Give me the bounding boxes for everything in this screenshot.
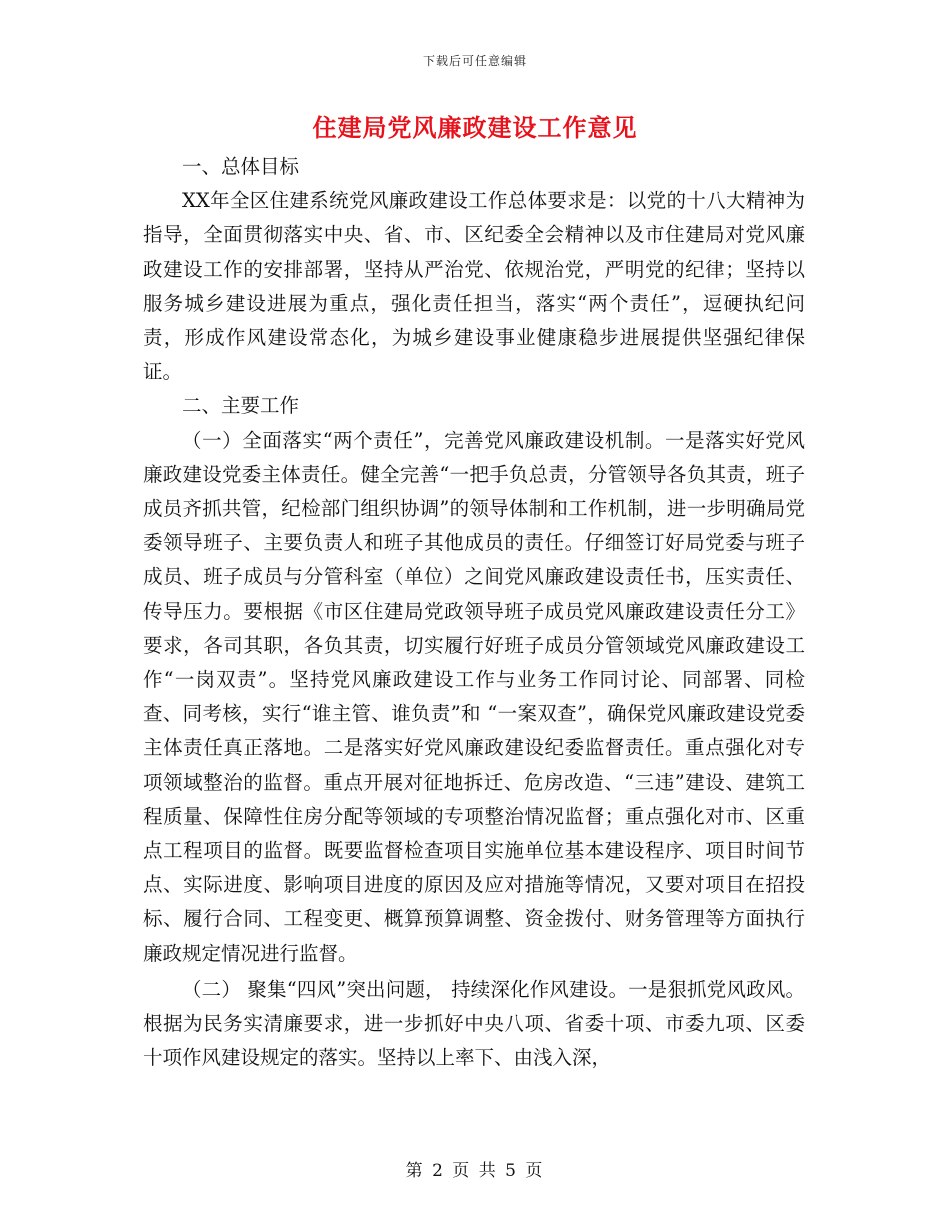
- document-title: 住建局党风廉政建设工作意见: [312, 113, 638, 142]
- document-body: [143, 150, 805, 1075]
- section2-heading: 二、主要工作: [182, 394, 300, 418]
- section2-item2-paragraph: （二） 聚集“四风”突出问题， 持续深化作风建设。一是狠抓党风政风。根据为民务实清廉要求，进一步抓好中央八项、省委十项、市委九项、区委十项作风建设规定的落实。坚持以上率下、由浅入深，: [143, 977, 805, 1070]
- page-number: 第 2 页 共 5 页: [405, 1161, 545, 1181]
- header-note: 下载后可任意编辑: [422, 54, 527, 68]
- section2-item1-paragraph: （一）全面落实“两个责任”，完善党风廉政建设机制。一是落实好党风廉政建设党委主体责任。健全完善“一把手负总责，分管领导各负其责，班子成员齐抓共管，纪检部门组织协调”的领导体制和工作机制，进一步明确局党委领导班子、主要负责人和班子其他成员的责任。仔细签订好局党委与班子成员、班子成员与分管科室（单位）之间党风廉政建设责任书，压实责任、传导压力。要根据《市区住建局党政领导班子成员党风廉政建设责任分工》要求，各司其职，各负其责，切实履行好班子成员分管领域党风廉政建设工作“一岗双责”。坚持党风廉政建设工作与业务工作同讨论、同部署、同检查、同考核，实行“谁主管、谁负责”和 “一案双查”，确保党风廉政建设党委主体责任真正落地。二是落实好党风廉政建设纪委监督责任。重点强化对专项领域整治的监督。重点开展对征地拆迁、危房改造、“三违”建设、建筑工程质量、保障性住房分配等领域的专项整治情况监督；重点强化对市、区重点工程项目的监督。既要监督检查项目实施单位基本建设程序、项目时间节点、实际进度、影响项目进度的原因及应对措施等情况，又要对项目在招投标、履行合同、工程变更、概算预算调整、资金拨付、财务管理等方面执行廉政规定情况进行监督。: [143, 428, 805, 965]
- section1-paragraph: XX年全区住建系统党风廉政建设工作总体要求是：以党的十八大精神为指导，全面贯彻落实中央、省、市、区纪委全会精神以及市住建局对党风廉政建设工作的安排部署，坚持从严治党、依规治党，严明党的纪律；坚持以服务城乡建设进展为重点，强化责任担当，落实“两个责任”，逗硬执纪问责，形成作风建设常态化，为城乡建设事业健康稳步进展提供坚强纪律保证。: [143, 189, 805, 384]
- section1-heading: 一、总体目标: [182, 155, 300, 178]
